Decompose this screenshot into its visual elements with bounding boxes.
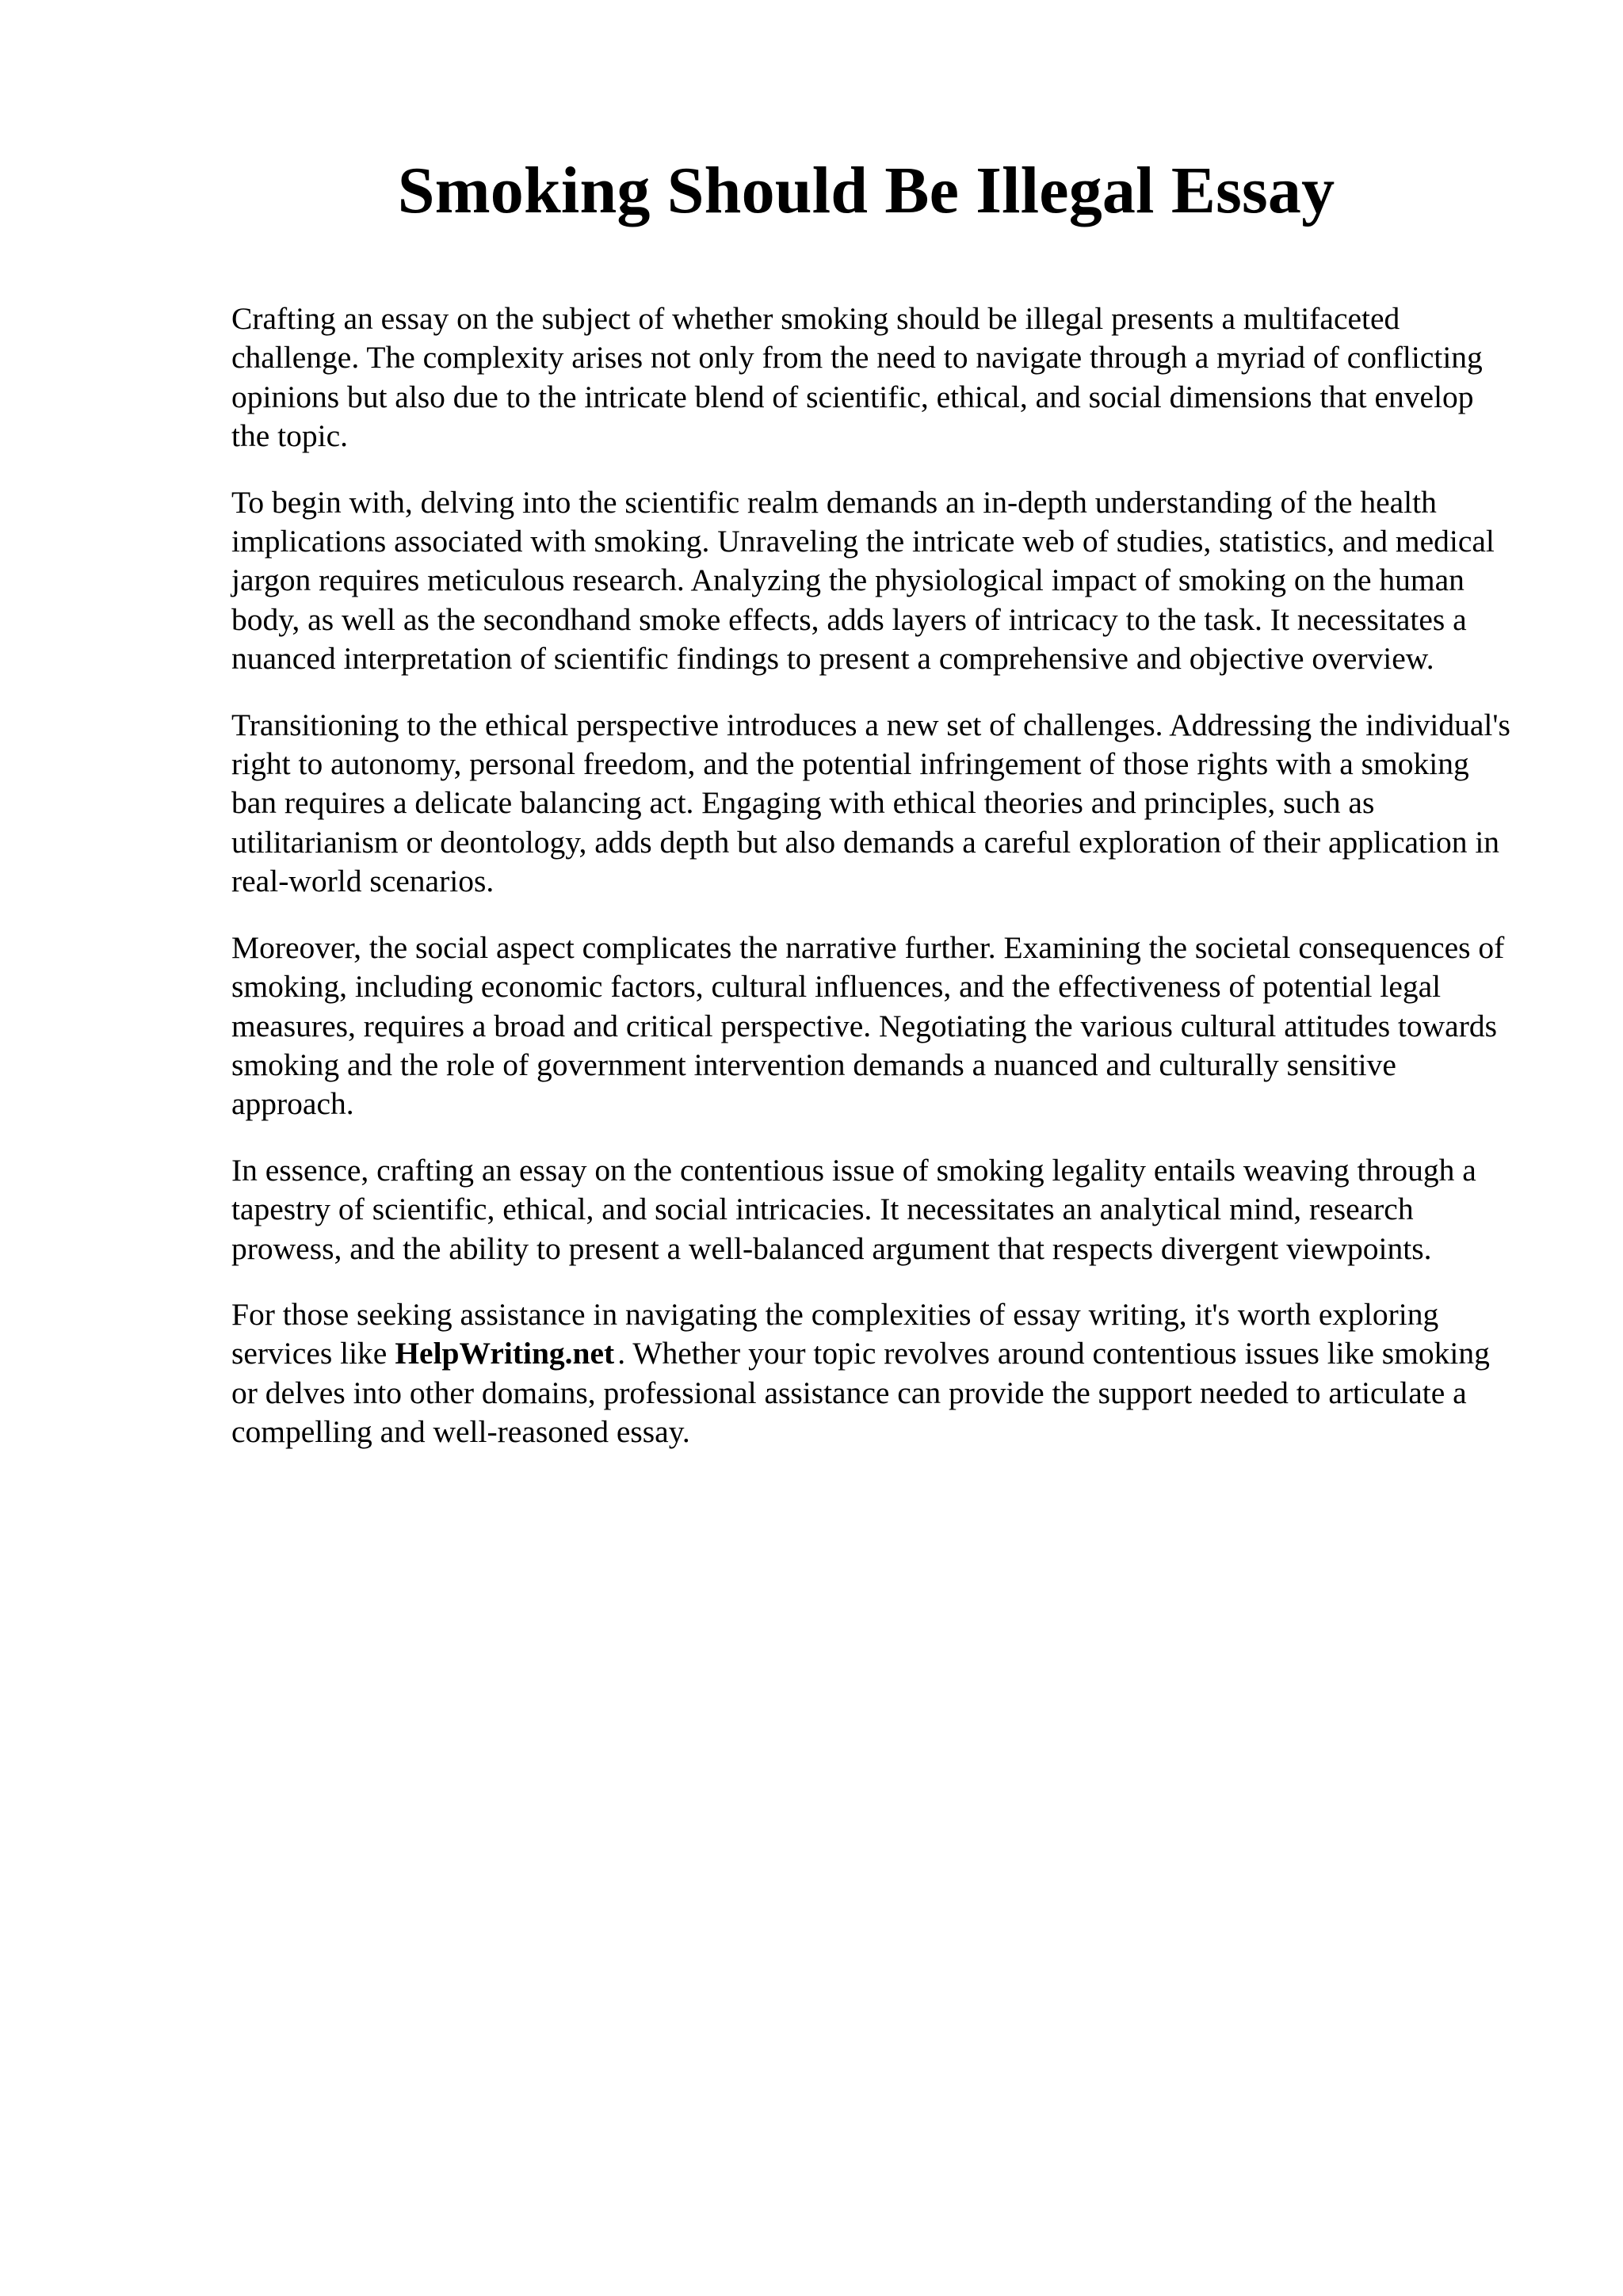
paragraph-scientific: To begin with, delving into the scientific realm demands an in-depth understanding of the health implications associated with smoking. Unraveling the intricate web of studies, statistics, and medical jargon requires meticulous research. Analyzing the physiological impact of smoking on the human body, as well as the secondhand smoke effects, adds layers of intricacy to the task. It necessitates a nuanced interpretation of scientific findings to present a comprehensive and objective overview. (231, 484, 1495, 677)
paragraph-ethical: Transitioning to the ethical perspective introduces a new set of challenges. Addressing the individual's right to autonomy, personal freedom, and the potential infringement of those rights with a smoking ban requires a delicate balancing act. Engaging with ethical theories and principles, such as utilitarianism or deontology, adds depth but also demands a careful exploration of their application in real-world scenarios. (231, 707, 1510, 899)
services-text-after-link: . Whether your topic revolves around contentious issues like smoking or delves into other domains, professional assistance can provide the support needed to articulate a compelling and well-reasoned essay. (231, 1336, 1490, 1450)
helpwriting-link[interactable]: HelpWriting.net (395, 1336, 615, 1371)
services-text-before-link: For those seeking assistance in navigating the complexities of essay writing, it's worth exploring services like (231, 1296, 1439, 1371)
document-body (231, 299, 1512, 1479)
document-title: Smoking Should Be Illegal Essay (397, 154, 1335, 227)
paragraph-services (231, 1295, 1512, 1452)
paragraph-conclusion: In essence, crafting an essay on the contentious issue of smoking legality entails weaving through a tapestry of scientific, ethical, and social intricacies. It necessitates an analytical mind, research prowess, and the ability to present a well-balanced argument that respects divergent viewpoints. (231, 1152, 1476, 1266)
paragraph-social: Moreover, the social aspect complicates the narrative further. Examining the societal consequences of smoking, including economic factors, cultural influences, and the effectiveness of potential legal measures, requires a broad and critical perspective. Negotiating the various cultural attitudes towards smoking and the role of government intervention demands a nuanced and culturally sensitive approach. (231, 929, 1505, 1122)
paragraph-intro: Crafting an essay on the subject of whether smoking should be illegal presents a multifaceted challenge. The complexity arises not only from the need to navigate through a myriad of conflicting opinions but also due to the intricate blend of scientific, ethical, and social dimensions that envelop the topic. (231, 301, 1483, 454)
